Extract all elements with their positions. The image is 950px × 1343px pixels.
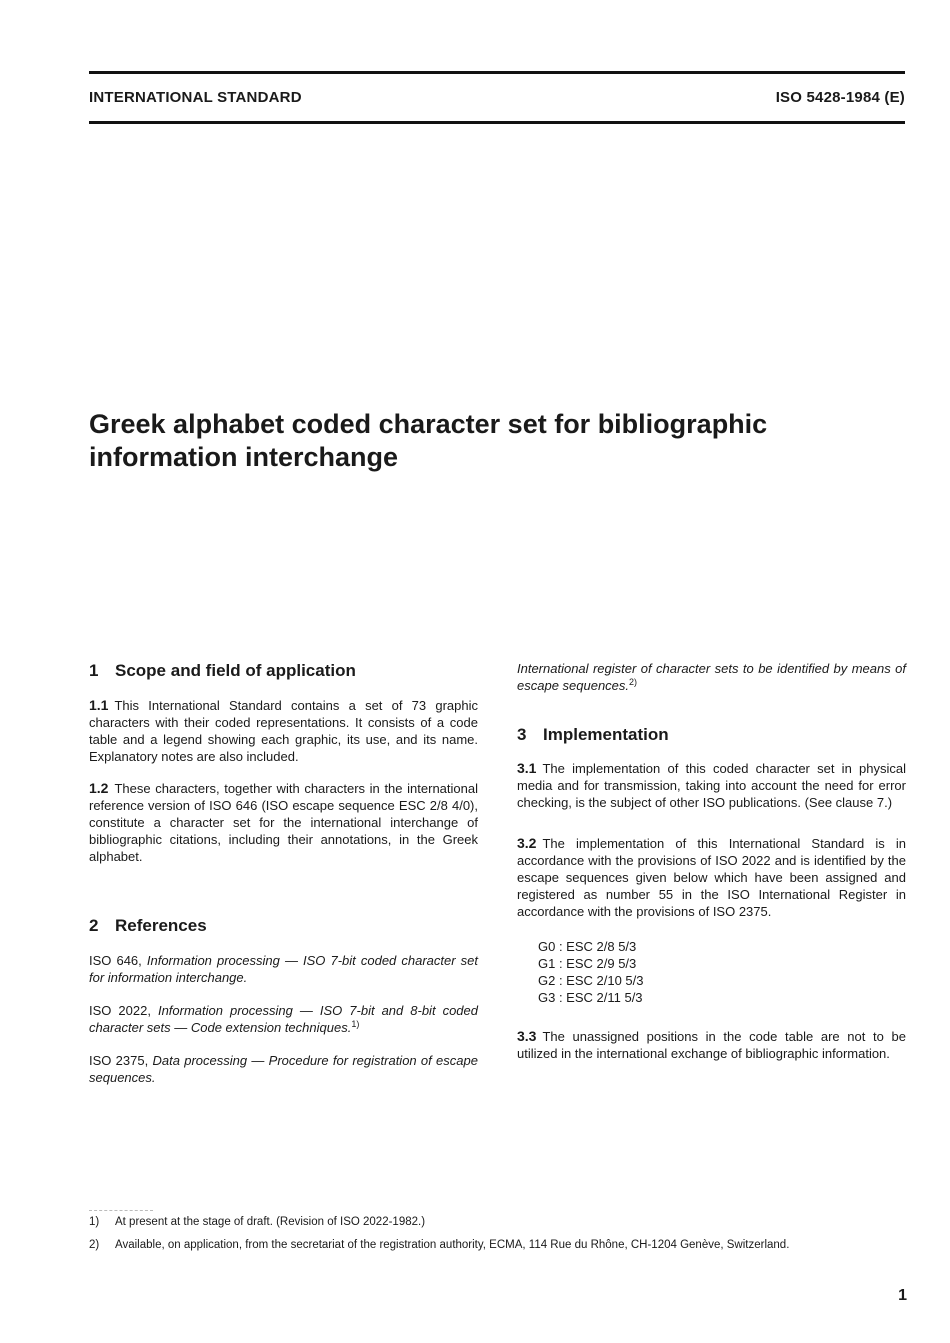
clause-3-1 [517, 760, 906, 811]
header-standard-type: INTERNATIONAL STANDARD [89, 89, 302, 106]
reference-id: ISO 646, [89, 953, 142, 968]
clause-3-2 [517, 835, 906, 920]
page-number: 1 [898, 1287, 907, 1304]
clause-3-3 [517, 1028, 906, 1062]
section-1-title: Scope and field of application [115, 661, 356, 680]
reference-id: ISO 2375, [89, 1053, 149, 1068]
escape-sequence: G0 : ESC 2/8 5/3 [538, 939, 637, 954]
header-bottom-rule [89, 121, 905, 124]
section-2-heading [89, 915, 478, 937]
section-2-title: References [115, 916, 207, 935]
escape-sequence: G2 : ESC 2/10 5/3 [538, 973, 644, 988]
clause-3-1-number: 3.1 [517, 760, 537, 776]
section-1-number: 1 [89, 661, 99, 680]
footnote [89, 1238, 905, 1253]
clause-3-3-text: The unassigned positions in the code table are not to be utilized in the international exchange of bibliographic information. [517, 1029, 906, 1061]
reference-continuation [517, 660, 906, 694]
footnote-separator [89, 1210, 153, 1211]
header-standard-number: ISO 5428-1984 (E) [775, 89, 905, 106]
footnote-number: 2) [89, 1239, 100, 1251]
clause-1-1-text: This International Standard contains a set of 73 graphic characters with their coded representations. It consists of a code table and a legend showing each graphic, its use, and its name. Explanatory notes are also included. [89, 698, 478, 764]
footnote [89, 1215, 905, 1230]
footnote-text: At present at the stage of draft. (Revision of ISO 2022-1982.) [115, 1216, 426, 1228]
section-3-title: Implementation [543, 725, 669, 744]
reference-item [89, 1052, 478, 1086]
reference-title: Data processing — Procedure for registration of escape sequences. [89, 1053, 478, 1085]
reference-continued-title: International register of character sets to be identified by means of escape sequences. [517, 661, 906, 693]
reference-item [89, 1002, 478, 1036]
clause-3-3-number: 3.3 [517, 1028, 537, 1044]
section-2-number: 2 [89, 916, 99, 935]
clause-1-1 [89, 697, 478, 765]
reference-title: Information processing — ISO 7-bit coded character set for information interchange. [89, 953, 478, 985]
escape-sequence: G1 : ESC 2/9 5/3 [538, 956, 637, 971]
section-3-number: 3 [517, 725, 527, 744]
footnote-ref[interactable]: 2) [629, 677, 638, 687]
footnote-text: Available, on application, from the secretariat of the registration authority, ECMA, 114 Rue du Rhône, CH-1204 Genève, Switzerland. [115, 1239, 790, 1251]
clause-1-1-number: 1.1 [89, 697, 109, 713]
document-title [89, 408, 889, 474]
header-top-rule [89, 71, 905, 74]
section-1-heading [89, 660, 478, 682]
reference-id: ISO 2022, [89, 1003, 151, 1018]
clause-1-2-text: These characters, together with characters in the international reference version of ISO 646 (ISO escape sequence ESC 2/8 4/0), constitute a character set for the international interchange of bibliographic citations, including their annotations, in the Greek alphabet. [89, 781, 478, 864]
footnote-number: 1) [89, 1216, 100, 1228]
clause-3-2-number: 3.2 [517, 835, 537, 851]
right-column [517, 660, 906, 1062]
footnotes [89, 1210, 905, 1261]
escape-sequence-list [538, 938, 906, 1006]
clause-1-2-number: 1.2 [89, 780, 109, 796]
reference-title: Information processing — ISO 7-bit and 8-bit coded character sets — Code extension techniques. [89, 1003, 478, 1035]
footnote-ref[interactable]: 1) [351, 1019, 360, 1029]
clause-3-1-text: The implementation of this coded character set in physical media and for transmission, taking into account the need for error checking, is the subject of other ISO publications. (See clause 7.) [517, 761, 906, 810]
title-line-2: information interchange [89, 442, 399, 472]
section-3-heading [517, 724, 906, 746]
left-column [89, 660, 478, 1086]
title-line-1: Greek alphabet coded character set for bibliographic [89, 409, 768, 439]
reference-item [89, 952, 478, 986]
clause-1-2 [89, 780, 478, 865]
clause-3-2-text: The implementation of this International Standard is in accordance with the provisions of ISO 2022 and is identified by the escape sequences given below which have been assigned and registered as number 55 in the ISO International Register in accordance with the provisions of ISO 2375. [517, 836, 906, 919]
escape-sequence: G3 : ESC 2/11 5/3 [538, 990, 643, 1005]
